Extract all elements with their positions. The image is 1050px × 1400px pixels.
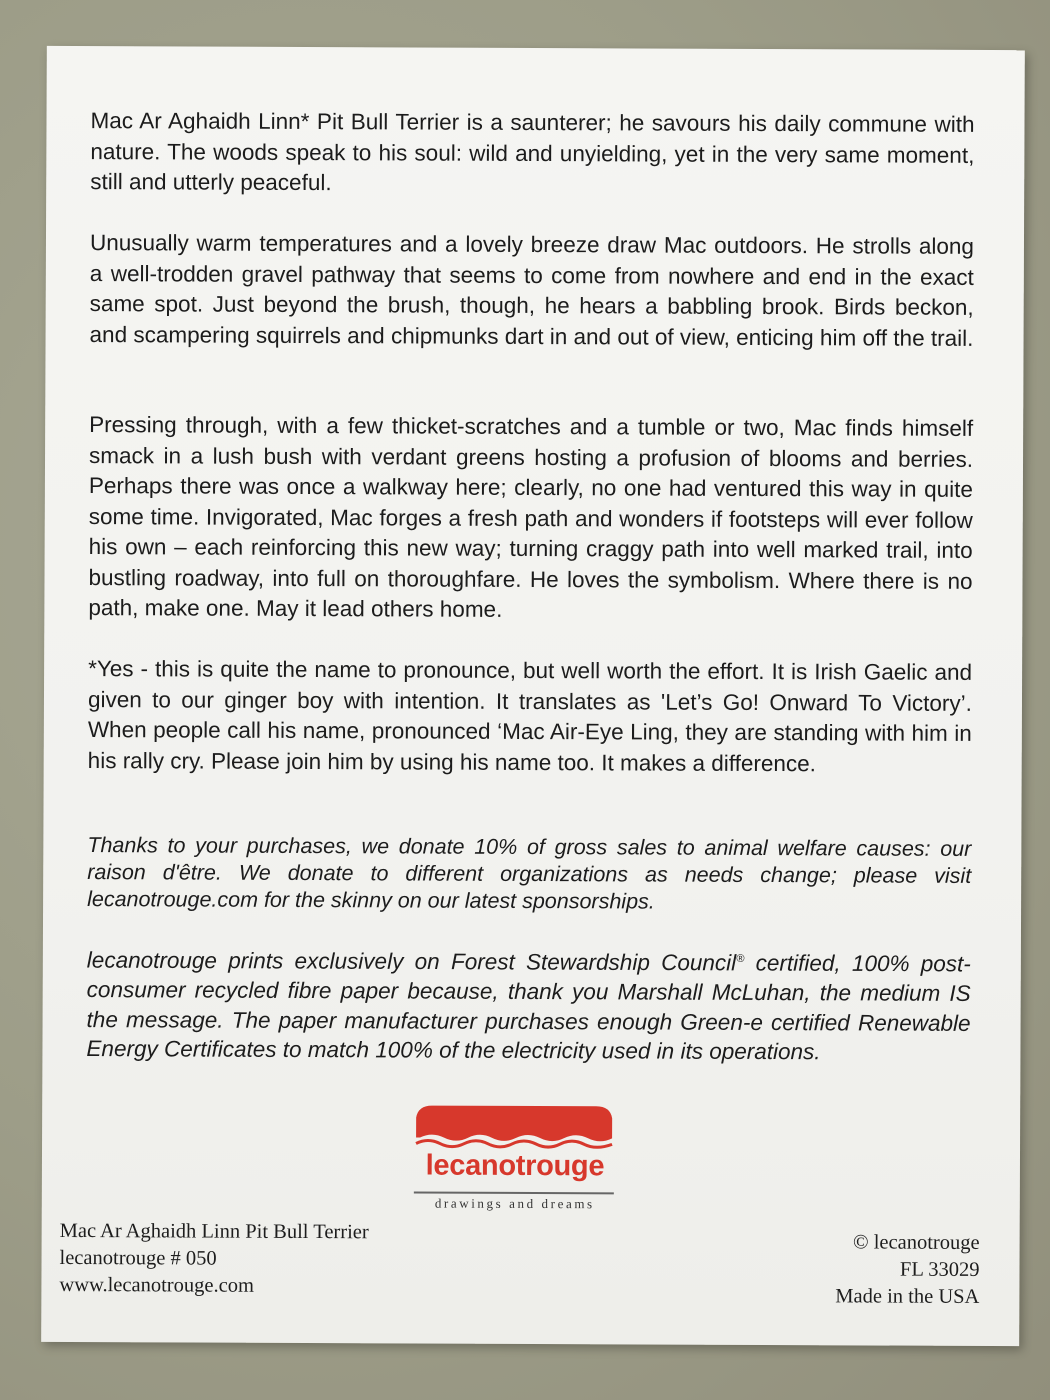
copyright-info xyxy=(835,1229,979,1311)
product-title: Mac Ar Aghaidh Linn Pit Bull Terrier xyxy=(59,1219,369,1244)
brand-tagline: drawings and dreams xyxy=(434,1195,595,1212)
logo-divider xyxy=(414,1191,614,1193)
paper-notice-rest: certified, 100% post-consumer recycled fibre paper because, thank you Marshall McLuhan, the medium IS the message. The paper manufacturer purchases enough Green-e certified Renewable Energy Certificates to match 100% of the electricity used in its operations. xyxy=(86,950,971,1065)
website-text: www.lecanotrouge.com xyxy=(59,1273,254,1297)
brand-logo xyxy=(410,1103,620,1214)
name-footnote-paragraph: *Yes - this is quite the name to pronounce, but well worth the effort. It is Irish Gaelic and given to our ginger boy with intention. It translates as 'Let’s Go! Onward To Victory’. When people call his name, pronounced ‘Mac Air-Eye Ling, they are standing with him in his rally cry. Please join him by using his name too. It makes a difference. xyxy=(87,656,973,776)
location-line: FL 33029 xyxy=(899,1258,980,1281)
registered-mark: ® xyxy=(736,952,745,965)
canoe-icon xyxy=(414,1103,614,1150)
product-number: lecanotrouge # 050 xyxy=(59,1246,217,1270)
paper-notice xyxy=(86,942,971,1067)
donation-notice: Thanks to your purchases, we donate 10% of gross sales to animal welfare causes: our raison d'être. We donate to different organizations as needs change; please visit lecanotrouge.com for the skinny on our latest sponsorships. xyxy=(87,833,972,914)
origin-line: Made in the USA xyxy=(835,1285,980,1308)
story-paragraph-2: Unusually warm temperatures and a lovely breeze draw Mac outdoors. He strolls along a well-trodden gravel pathway that seems to come from nowhere and end in the exact same spot. Just beyond the brush, though, he hears a babbling brook. Birds beckon, and scampering squirrels and chipmunks dart in and out of view, enticing him off the trail. xyxy=(89,230,975,351)
product-info xyxy=(59,1218,368,1300)
copyright-line: © lecanotrouge xyxy=(852,1231,980,1254)
paper-notice-lead: lecanotrouge prints exclusively on Forest Stewardship Council xyxy=(86,947,737,976)
brand-wordmark: lecanotrouge xyxy=(425,1149,605,1183)
greeting-card-back xyxy=(41,46,1025,1346)
story-paragraph-1: Mac Ar Aghaidh Linn* Pit Bull Terrier is a saunterer; he savours his daily commune with nature. The woods speak to his soul: wild and unyielding, yet in the very same moment, still and utterly peaceful. xyxy=(90,108,975,196)
story-paragraph-3: Pressing through, with a few thicket-scratches and a tumble or two, Mac finds himself smack in a lush bush with verdant greens hosting a profusion of blooms and berries. Perhaps there was once a walkway here; clearly, no one had ventured this way in quite some time. Invigorated, Mac forges a fresh path and wonders if footsteps will ever follow his own – each reinforcing this new way; turning craggy path into well marked trail, into bustling roadway, into full on thoroughfare. He loves the symbolism. Where there is no path, make one. May it lead others home. xyxy=(88,412,974,622)
